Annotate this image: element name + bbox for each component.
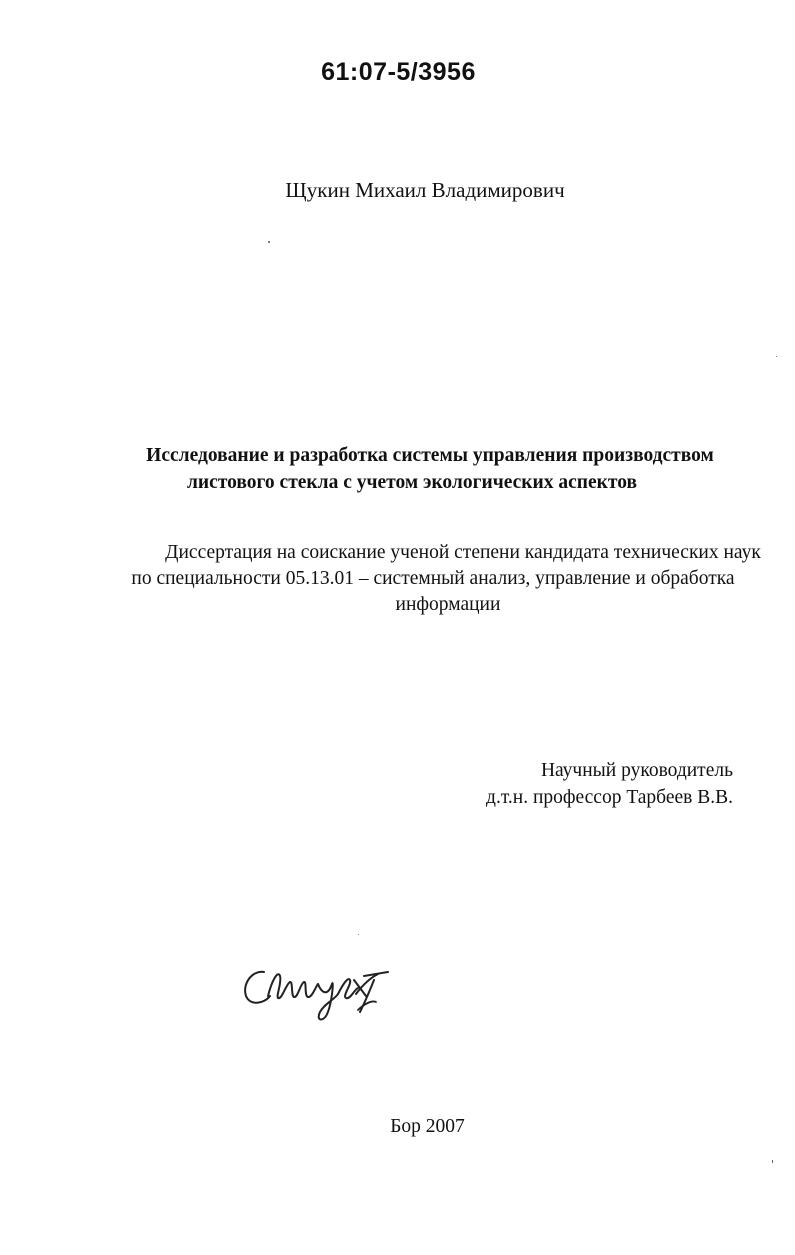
title-line: Исследование и разработка системы управления производством [146,445,714,466]
handwritten-signature [238,950,403,1040]
subtitle-line: по специальности 05.13.01 – системный анализ, управление и обработка [131,568,735,589]
dissertation-subtitle [88,540,778,618]
supervisor-block [333,757,733,811]
scan-speck [772,1160,773,1163]
subtitle-line: информации [395,594,501,615]
scan-speck [358,934,359,935]
place-and-year: Бор 2007 [390,1116,465,1137]
supervisor-name: д.т.н. профессор Тарбеев В.В. [486,787,733,808]
dissertation-title [120,442,740,496]
supervisor-role: Научный руководитель [540,760,733,781]
author-name: Щукин Михаил Владимирович [285,178,565,202]
title-line: листового стекла с учетом экологических аспектов [186,472,637,493]
registry-code [0,58,795,87]
registry-code-text: 61:07-5/3956 [321,58,476,86]
scan-speck [776,356,777,357]
scan-speck [268,241,270,243]
subtitle-line: Диссертация на соискание ученой степени кандидата технических наук [165,542,761,563]
